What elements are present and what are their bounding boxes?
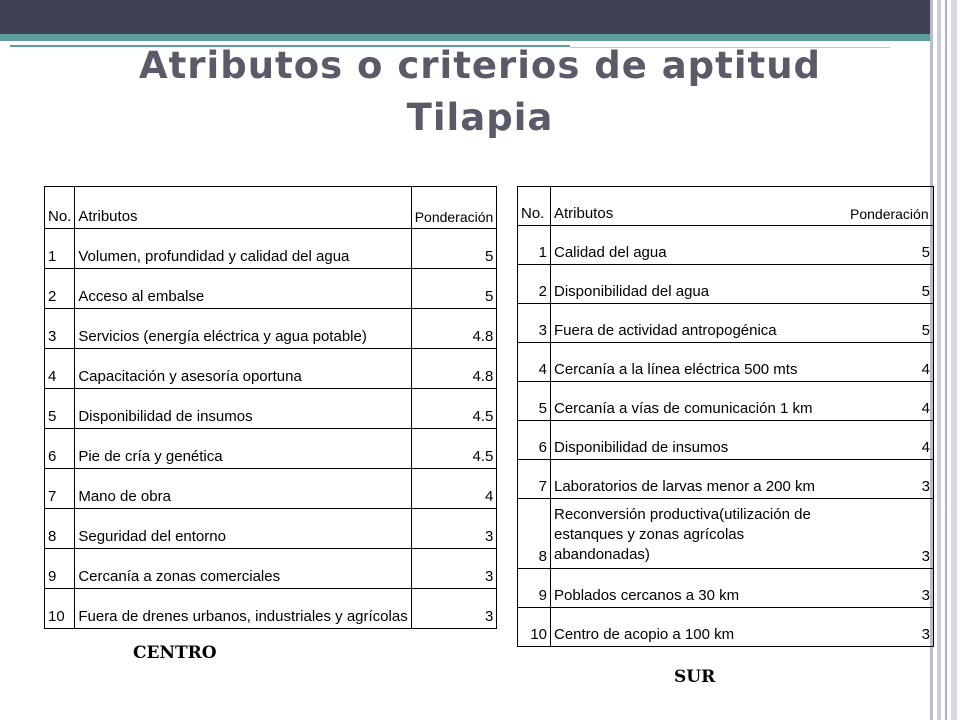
row-no: 2 [518,265,551,304]
header-weight: Ponderación [847,187,934,226]
table-row [45,389,497,429]
row-weight: 4.8 [411,349,497,389]
row-weight: 3 [847,499,934,569]
row-weight: 5 [411,229,497,269]
header-no: No. [518,187,551,226]
sur-table [517,186,934,647]
table-row [45,469,497,509]
row-no: 4 [518,343,551,382]
header-no: No. [45,187,75,229]
row-no: 3 [518,304,551,343]
row-no: 7 [45,469,75,509]
row-no: 10 [45,589,75,629]
table-row [45,309,497,349]
table-row [45,509,497,549]
top-bar [0,0,930,34]
table-row [518,226,934,265]
table-row [45,549,497,589]
title-line-2: Tilapia [406,96,554,139]
row-attribute: Disponibilidad de insumos [551,421,848,460]
title-line-1: Atributos o criterios de aptitud [138,44,822,87]
row-no: 1 [518,226,551,265]
table-row [45,229,497,269]
table-row [518,460,934,499]
row-attribute: Mano de obra [75,469,411,509]
row-weight: 4 [411,469,497,509]
row-no: 4 [45,349,75,389]
row-attribute: Cercanía a la línea eléctrica 500 mts [551,343,848,382]
table-header-row [45,187,497,229]
row-weight: 5 [847,304,934,343]
row-attribute: Fuera de drenes urbanos, industriales y agrícolas [75,589,411,629]
row-no: 9 [45,549,75,589]
row-attribute: Reconversión productiva(utilización de estanques y zonas agrícolas abandonadas) [551,499,848,569]
row-attribute: Laboratorios de larvas menor a 200 km [551,460,848,499]
sur-label: SUR [674,667,716,687]
row-attribute: Disponibilidad del agua [551,265,848,304]
row-no: 3 [45,309,75,349]
table-row [45,589,497,629]
row-no: 5 [518,382,551,421]
row-weight: 3 [411,509,497,549]
row-no: 5 [45,389,75,429]
table-row [518,421,934,460]
header-attributes: Atributos [551,187,848,226]
row-weight: 3 [847,608,934,647]
row-weight: 4.5 [411,429,497,469]
row-weight: 4.5 [411,389,497,429]
row-weight: 3 [411,589,497,629]
row-no: 7 [518,460,551,499]
row-attribute: Pie de cría y genética [75,429,411,469]
table-row [518,499,934,569]
table-row [518,304,934,343]
slide-title [0,40,960,144]
row-weight: 5 [847,226,934,265]
row-attribute: Calidad del agua [551,226,848,265]
row-no: 8 [45,509,75,549]
row-weight: 3 [847,569,934,608]
centro-table [44,186,497,629]
row-weight: 3 [847,460,934,499]
table-row [518,608,934,647]
header-attributes: Atributos [75,187,411,229]
header-weight: Ponderación [411,187,497,229]
row-weight: 4 [847,421,934,460]
row-attribute: Fuera de actividad antropogénica [551,304,848,343]
row-attribute: Volumen, profundidad y calidad del agua [75,229,411,269]
table-row [45,269,497,309]
centro-label: CENTRO [133,643,217,663]
row-weight: 4 [847,382,934,421]
row-attribute: Servicios (energía eléctrica y agua potable) [75,309,411,349]
table-row [45,349,497,389]
row-attribute: Capacitación y asesoría oportuna [75,349,411,389]
row-weight: 5 [847,265,934,304]
row-no: 8 [518,499,551,569]
row-weight: 4 [847,343,934,382]
table-row [518,382,934,421]
table-row [518,569,934,608]
row-attribute: Acceso al embalse [75,269,411,309]
table-row [518,343,934,382]
row-no: 6 [45,429,75,469]
table-header-row [518,187,934,226]
table-row [518,265,934,304]
row-weight: 4.8 [411,309,497,349]
row-no: 2 [45,269,75,309]
row-no: 10 [518,608,551,647]
row-no: 1 [45,229,75,269]
row-attribute: Centro de acopio a 100 km [551,608,848,647]
table-row [45,429,497,469]
row-weight: 3 [411,549,497,589]
row-no: 6 [518,421,551,460]
row-attribute: Seguridad del entorno [75,509,411,549]
row-weight: 5 [411,269,497,309]
row-no: 9 [518,569,551,608]
row-attribute: Cercanía a vías de comunicación 1 km [551,382,848,421]
row-attribute: Poblados cercanos a 30 km [551,569,848,608]
row-attribute: Cercanía a zonas comerciales [75,549,411,589]
row-attribute: Disponibilidad de insumos [75,389,411,429]
